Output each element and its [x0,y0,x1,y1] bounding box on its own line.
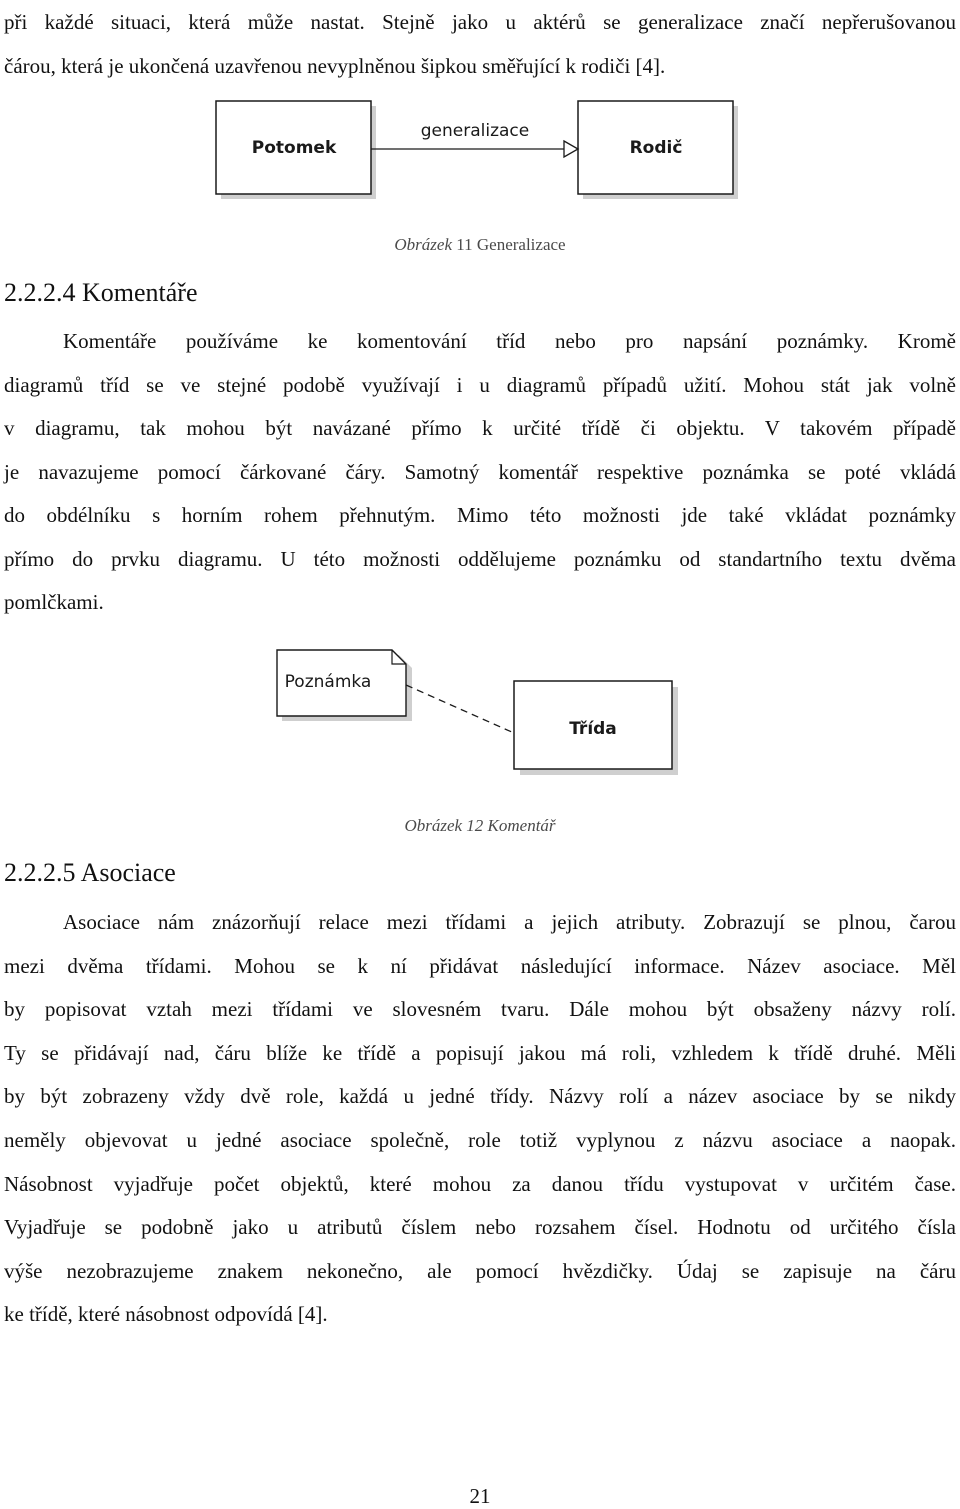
page-number: 21 [469,1484,491,1508]
komentare-line-2: diagramů tříd se ve stejné podobě využívají i u diagramů případů užití. Mohou stát jak volně [4,372,956,397]
hollow-arrowhead-icon [564,141,578,157]
figure-11-caption-prefix: Obrázek [394,235,453,254]
asociace-line-7: Násobnost vyjadřuje počet objektů, které mohou za danou třídu vystupovat v určitém čase. [4,1171,956,1196]
asociace-line-4: Ty se přidávají nad, čáru blíže ke třídě a popisují jakou má roli, vzhledem k třídě druhé. Měli [4,1040,956,1065]
asociace-line-3: by popisovat vztah mezi třídami ve slovesném tvaru. Dále mohou být obsaženy názvy rolí. [4,997,956,1022]
asociace-paragraph [4,901,956,1337]
section-heading-asociace: 2.2.2.5 Asociace [4,858,176,887]
generalization-label: generalizace [420,121,530,141]
asociace-line-9: výše nezobrazujeme znakem nekonečno, ale pomocí hvězdičky. Údaj se zapisuje na čáru [4,1258,956,1283]
figure-generalization [210,95,750,205]
intro-line-2: čárou, která je ukončená uzavřenou nevyplněnou šipkou směřující k rodiči [4]. [4,54,666,78]
generalization-diagram [210,95,750,205]
komentare-paragraph [4,320,956,625]
asociace-line-2: mezi dvěma třídami. Mohou se k ní přidávat následující informace. Název asociace. Měl [4,953,956,978]
komentare-line-4: je navazujeme pomocí čárkované čáry. Samotný komentář respektive poznámka se poté vkládá [4,459,956,484]
figure-11-caption-text: 11 Generalizace [452,235,566,254]
intro-paragraph [4,0,956,88]
figure-12-caption: Obrázek 12 Komentář [404,816,556,835]
dashed-connector [406,685,514,733]
asociace-line-6: neměly objevovat u jedné asociace společně, role totiž vyplynou z názvu asociace a naopak. [4,1127,956,1152]
asociace-line-5: by být zobrazeny vždy dvě role, každá u jedné třídy. Názvy rolí a název asociace by se nikdy [4,1084,956,1109]
child-class-label: Potomek [251,138,337,158]
figure-comment [272,645,692,780]
komentare-line-5: do obdélníku s horním rohem přehnutým. Mimo této možnosti jde také vkládat poznámky [4,503,956,527]
komentare-line-6: přímo do prvku diagramu. U této možnosti oddělujeme poznámku od standartního textu dvěma [4,546,956,571]
asociace-line-8: Vyjadřuje se podobně jako u atributů číslem nebo rozsahem čísel. Hodnotu od určitého čísla [4,1215,956,1240]
section-heading-komentare: 2.2.2.4 Komentáře [4,278,198,307]
komentare-line-7: pomlčkami. [4,590,104,614]
komentare-line-1: Komentáře používáme ke komentování tříd nebo pro napsání poznámky. Kromě [63,329,956,353]
asociace-line-1: Asociace nám znázorňují relace mezi třídami a jejich atributy. Zobrazují se plnou, čarou [63,910,956,934]
asociace-line-10: ke třídě, které násobnost odpovídá [4]. [4,1302,328,1327]
class-label: Třída [569,719,617,739]
comment-diagram [272,645,692,780]
intro-line-1: při každé situaci, která může nastat. Stejně jako u aktérů se generalizace značí nepřerušovanou [4,10,956,34]
komentare-line-3: v diagramu, tak mohou být navázané přímo k určité třídě či objektu. V takovém případě [4,416,956,440]
parent-class-label: Rodič [629,138,683,158]
note-label: Poznámka [284,672,372,692]
figure-11-caption [0,235,960,255]
